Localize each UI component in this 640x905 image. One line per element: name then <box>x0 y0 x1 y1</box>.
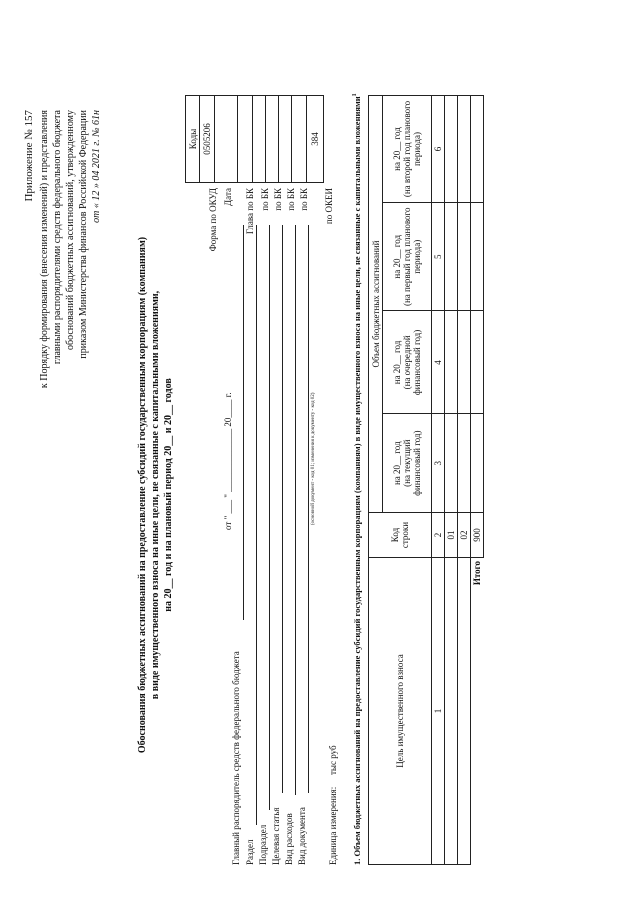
codes-header: Коды <box>186 96 200 183</box>
column-numbers-row <box>432 96 445 865</box>
unit-label: Единица измерения: <box>328 786 338 865</box>
codes-box <box>185 95 324 183</box>
allocation-table <box>368 95 484 865</box>
unit-value: тыс руб <box>328 745 338 775</box>
col-number-6: 6 <box>432 96 445 203</box>
doc-type-note: (основной документ - код 01; изменения к документу - код 02) <box>311 392 316 525</box>
field-subsection-line <box>269 225 270 810</box>
codes-bk-4 <box>292 96 307 183</box>
col-code-header: Код строки <box>369 513 432 558</box>
appendix-line-4: приказом Министерства финансов Российской Федерации <box>78 110 89 359</box>
row-1-value-2 <box>445 311 458 414</box>
field-section-line <box>256 225 257 825</box>
total-value-1 <box>471 414 484 513</box>
code-label-bk-2: по БК <box>273 188 283 211</box>
field-subsection: Подраздел <box>258 824 268 865</box>
period-header-1: на 20__ год (на текущий финансовый год) <box>383 414 432 513</box>
doc-title-line-2: в виде имущественного взноса на иные цели, не связанные с капитальными вложениями, <box>150 290 161 700</box>
appendix-title: Приложение № 157 <box>23 110 35 202</box>
total-code: 900 <box>471 513 484 558</box>
col-number-3: 3 <box>432 414 445 513</box>
col-purpose-header: Цель имущественного взноса <box>369 558 432 865</box>
doc-title-line-1: Обоснования бюджетных ассигнований на предоставление субсидий государственным корпорациям (компаниям) <box>137 236 148 754</box>
codes-bk-1 <box>253 96 266 183</box>
table-row <box>458 96 471 865</box>
row-2-value-2 <box>458 311 471 414</box>
period-header-2: на 20__ год (на очередной финансовый год) <box>383 311 432 414</box>
col-volume-header: Объем бюджетных ассигнований <box>369 96 383 513</box>
appendix-line-1: к Порядку формирования (внесения изменений) и представления <box>39 110 50 389</box>
period-header-3: на 20__ год (на первый год планового периода) <box>383 203 432 311</box>
appendix-date: от « 12 » 04 2021 г. № 61н <box>91 110 102 223</box>
field-chief-admin-line <box>243 225 244 620</box>
codes-date <box>215 96 238 183</box>
field-expense-type-line <box>295 225 296 795</box>
code-label-okei: по ОКЕИ <box>324 188 334 225</box>
section-title: 1. Объем бюджетных ассигнований на предоставление субсидий государственным корпорациям (компаниям) в виде имущественного взноса на иные цели, не связанные с капитальными вложениями$^1$ <box>351 93 362 865</box>
row-1-purpose <box>445 558 458 865</box>
row-1-code: 01 <box>445 513 458 558</box>
row-2-value-1 <box>458 414 471 513</box>
code-label-bk-1: по БК <box>260 188 270 211</box>
col-number-4: 4 <box>432 311 445 414</box>
field-expense-type: Вид расходов <box>284 813 294 865</box>
appendix-line-3: обоснований бюджетных ассигнований, утвержденному <box>65 110 76 350</box>
field-target-article-line <box>282 225 283 793</box>
field-target-article: Целевая статья <box>271 807 281 865</box>
row-1-value-1 <box>445 414 458 513</box>
period-header-4: на 20__ год (на второй год планового периода) <box>383 96 432 203</box>
doc-title-line-3: на 20__ год и на плановый период 20__ и 20__ годов <box>163 378 174 612</box>
code-label-chapter: Глава по БК <box>245 188 255 235</box>
appendix-line-2: главными распорядителями средств федерального бюджета <box>52 110 63 365</box>
date-from: от " ___ " ______________ 20____ г. <box>223 392 233 530</box>
codes-okei: 384 <box>307 96 324 183</box>
col-number-2: 2 <box>432 513 445 558</box>
codes-bk-2 <box>266 96 279 183</box>
row-2-code: 02 <box>458 513 471 558</box>
row-1-value-3 <box>445 203 458 311</box>
field-chief-admin: Главный распорядитель средств федерального бюджета <box>231 651 241 865</box>
total-row <box>471 96 484 865</box>
total-value-2 <box>471 311 484 414</box>
total-value-3 <box>471 203 484 311</box>
codes-okud: 0505206 <box>200 96 215 183</box>
row-2-value-3 <box>458 203 471 311</box>
field-section: Раздел <box>245 839 255 865</box>
table-row <box>445 96 458 865</box>
field-doc-type: Вид документа <box>297 807 307 865</box>
col-number-1: 1 <box>432 558 445 865</box>
code-label-bk-3: по БК <box>286 188 296 211</box>
row-2-value-4 <box>458 96 471 203</box>
total-label: Итого <box>472 561 483 586</box>
footnote-mark: 1 <box>352 93 358 97</box>
row-2-purpose <box>458 558 471 865</box>
col-number-5: 5 <box>432 203 445 311</box>
code-label-bk-4: по БК <box>299 188 309 211</box>
codes-bk-3 <box>279 96 292 183</box>
code-label-date: Дата <box>223 188 233 206</box>
codes-chapter <box>238 96 253 183</box>
code-label-okud: Форма по ОКУД <box>208 188 218 252</box>
total-value-4 <box>471 96 484 203</box>
row-1-value-4 <box>445 96 458 203</box>
field-doc-type-line <box>308 225 309 793</box>
